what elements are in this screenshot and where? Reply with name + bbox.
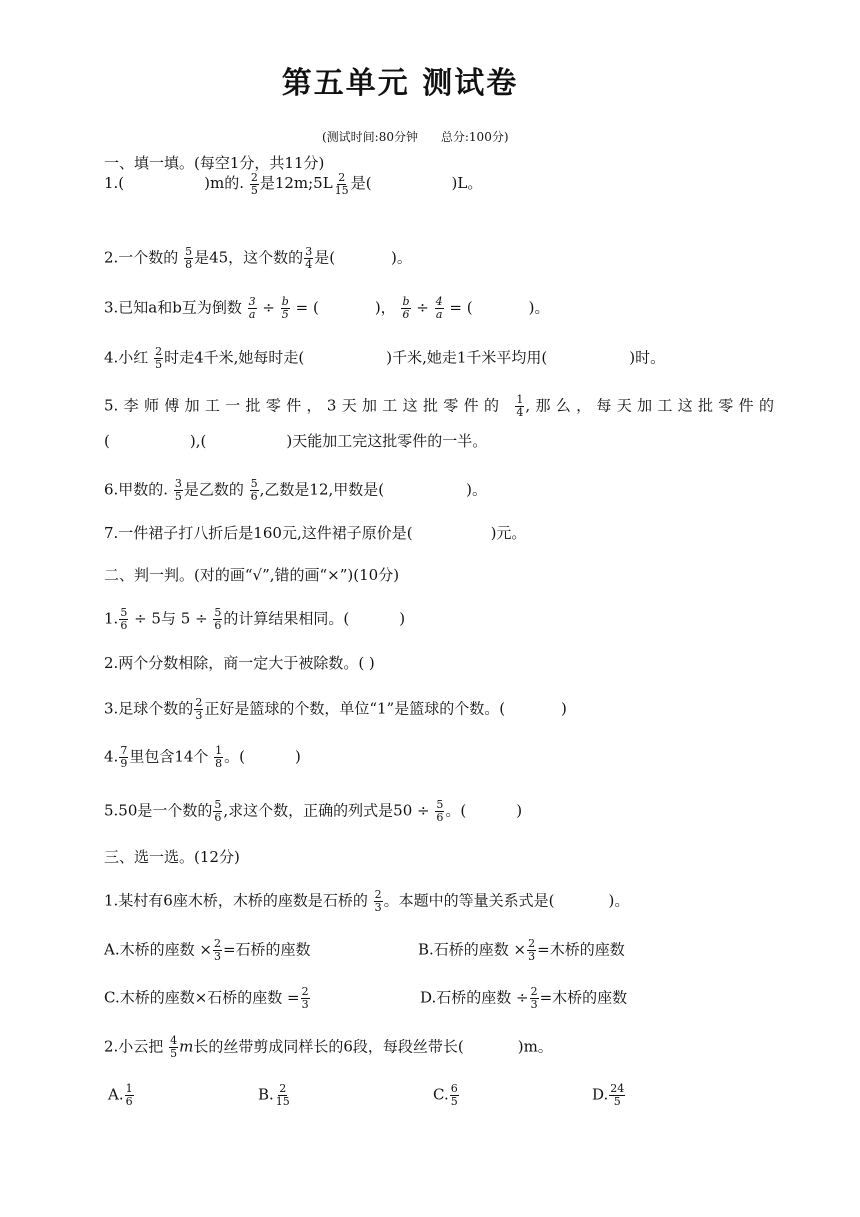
fraction: $\frac{1}{6}$ [125, 1082, 133, 1108]
fraction: $\frac{2}{3}$ [195, 696, 203, 722]
fraction: $\frac{6}{5}$ [450, 1082, 458, 1108]
fraction: $\frac{4}{5}$ [170, 1034, 178, 1060]
section-choose-header: 三、选一选。(12分) [104, 848, 240, 866]
fraction: $\frac{7}{9}$ [120, 744, 128, 770]
choose-q2-option-c: C. $\frac{6}{5}$ [433, 1082, 458, 1108]
choose-q1-option-c: C.木桥的座数×石桥的座数 = $\frac{2}{3}$ [104, 985, 309, 1011]
fraction: $\frac{24}{5}$ [610, 1082, 625, 1108]
fraction: $\frac{3}{4}$ [305, 245, 313, 271]
fraction: $\frac{b}{5}$ [281, 295, 289, 321]
fill-q7: 7.一件裙子打八折后是160元,这件裙子原价是( )元。 [104, 524, 527, 542]
fill-q2: 2.一个数的 $\frac{5}{8}$ 是45，这个数的 $\frac{3}{4}$ 是( )。 [104, 245, 412, 271]
fill-q1: 1.( )m的. $\frac{2}{5}$ 是12m;5L $\frac{2}{15}$ 是( )L。 [104, 170, 483, 197]
choose-q2-option-b: B. $\frac{2}{15}$ [258, 1082, 290, 1108]
fraction: $\frac{5}{6}$ [250, 477, 258, 503]
judge-q5: 5.50是一个数的 $\frac{5}{6}$ ,求这个数，正确的列式是50 ÷ $\frac{5}{6}$ 。( ) [104, 798, 523, 824]
choose-q1-option-b: B.石桥的座数 × $\frac{2}{3}$ =木桥的座数 [418, 937, 625, 963]
fill-q4: 4.小红 $\frac{2}{5}$ 时走4千米,她每时走( )千米,她走1千米平均用( )时。 [104, 345, 666, 371]
fraction: $\frac{5}{6}$ [120, 606, 128, 632]
fill-q5-line2: ( ),( )天能加工完这批零件的一半。 [104, 432, 488, 450]
fill-q5-line1: 5.李师傅加工一批零件，3天加工这批零件的 $\frac{1}{4}$ ,那么，每天加工这批零件的 [104, 393, 774, 419]
fraction: $\frac{2}{15}$ [334, 170, 349, 197]
fraction: $\frac{2}{5}$ [250, 170, 258, 197]
fraction: $\frac{5}{6}$ [214, 798, 222, 824]
fraction: $\frac{2}{3}$ [374, 888, 382, 914]
section-fill-header: 一、填一填。(每空1分，共11分) [104, 154, 325, 172]
judge-q2: 2.两个分数相除，商一定大于被除数。( ) [104, 654, 375, 672]
fraction: $\frac{2}{3}$ [301, 985, 309, 1011]
choose-q1: 1.某村有6座木桥，木桥的座数是石桥的 $\frac{2}{3}$ 。本题中的等量关系式是( )。 [104, 888, 630, 914]
fraction: $\frac{2}{5}$ [155, 345, 163, 371]
fraction: $\frac{3}{a}$ [248, 295, 256, 321]
fraction: $\frac{3}{5}$ [174, 477, 182, 503]
fraction: $\frac{5}{6}$ [436, 798, 444, 824]
fraction: $\frac{1}{8}$ [215, 744, 223, 770]
fraction: $\frac{2}{3}$ [213, 937, 221, 963]
judge-q1: 1. $\frac{5}{6}$ ÷ 5与 5 ÷ $\frac{5}{6}$ 的计算结果相同。( ) [104, 606, 406, 632]
fill-q6: 6.甲数的. $\frac{3}{5}$ 是乙数的 $\frac{5}{6}$ ,乙数是12,甲数是( )。 [104, 477, 487, 503]
fill-q3: 3.已知a和b互为倒数 $\frac{3}{a}$ ÷ $\frac{b}{5}$ = ( )， $\frac{b}{6}$ ÷ $\frac{4}{a}$ = ( )。 [104, 295, 550, 321]
fraction: $\frac{b}{6}$ [402, 295, 410, 321]
fraction: $\frac{2}{3}$ [530, 985, 538, 1011]
choose-q2: 2.小云把 $\frac{4}{5}$ m长的丝带剪成同样长的6段，每段丝带长( )m。 [104, 1034, 553, 1060]
fraction: $\frac{1}{4}$ [516, 393, 524, 419]
fraction: $\frac{5}{6}$ [214, 606, 222, 632]
section-judge-header: 二、判一判。(对的画“√”,错的画“×”)(10分) [104, 566, 400, 584]
test-info: (测试时间:80分钟 总分:100分) [322, 130, 509, 144]
fraction: $\frac{5}{8}$ [185, 245, 193, 271]
fraction: $\frac{4}{a}$ [435, 295, 443, 321]
choose-q1-option-d: D.石桥的座数 ÷ $\frac{2}{3}$ =木桥的座数 [420, 985, 628, 1011]
judge-q3: 3.足球个数的 $\frac{2}{3}$ 正好是篮球的个数，单位“1”是篮球的个数。( ) [104, 696, 567, 722]
fraction: $\frac{2}{3}$ [528, 937, 536, 963]
choose-q1-option-a: A.木桥的座数 × $\frac{2}{3}$ =石桥的座数 [104, 937, 311, 963]
page-title: 第五单元 测试卷 [281, 66, 519, 101]
judge-q4: 4. $\frac{7}{9}$ 里包含14个 $\frac{1}{8}$ 。( ) [104, 744, 301, 770]
choose-q2-option-a: A. $\frac{1}{6}$ [108, 1082, 133, 1108]
fraction: $\frac{2}{15}$ [275, 1082, 290, 1108]
choose-q2-option-d: D. $\frac{24}{5}$ [592, 1082, 625, 1108]
